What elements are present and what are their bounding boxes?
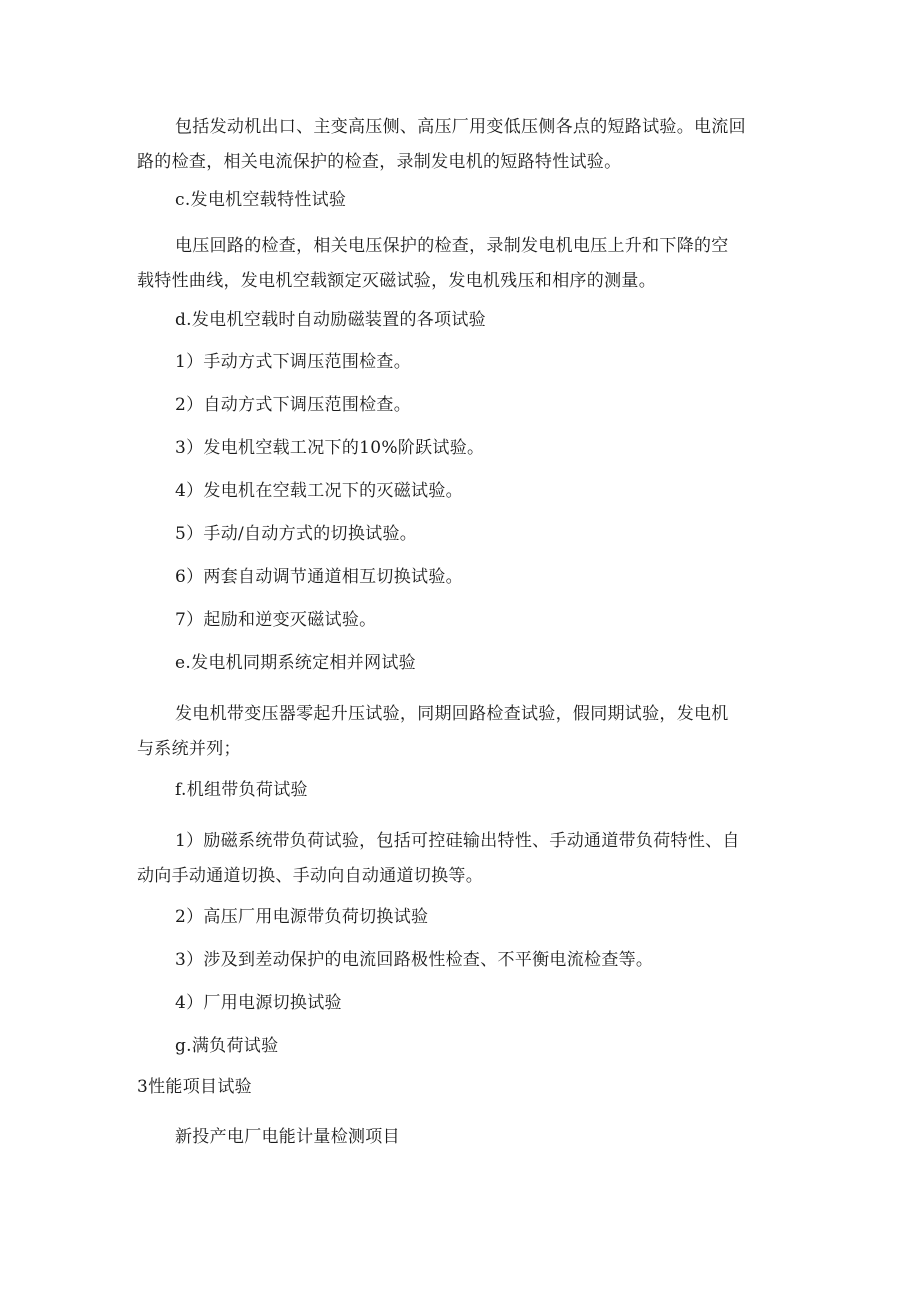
section-heading: 3性能项目试验 bbox=[137, 1077, 252, 1097]
list-item: 3）涉及到差动保护的电流回路极性检查、不平衡电流检查等。 bbox=[175, 950, 654, 970]
list-item: 1）励磁系统带负荷试验，包括可控硅输出特性、手动通道带负荷特性、自 bbox=[175, 831, 740, 851]
list-item: 2）高压厂用电源带负荷切换试验 bbox=[175, 907, 429, 927]
list-item: 3）发电机空载工况下的10%阶跃试验。 bbox=[175, 438, 485, 458]
text-line: 载特性曲线，发电机空载额定灭磁试验，发电机残压和相序的测量。 bbox=[137, 271, 656, 291]
list-item: 5）手动/自动方式的切换试验。 bbox=[175, 524, 418, 544]
text-line: 路的检查，相关电流保护的检查，录制发电机的短路特性试验。 bbox=[137, 152, 622, 172]
list-item: 7）起励和逆变灭磁试验。 bbox=[175, 610, 377, 630]
list-item: 6）两套自动调节通道相互切换试验。 bbox=[175, 567, 463, 587]
text-line: 动向手动通道切换、手动向自动通道切换等。 bbox=[137, 866, 483, 886]
heading-f: f.机组带负荷试验 bbox=[175, 780, 308, 800]
text-line: 新投产电厂电能计量检测项目 bbox=[175, 1127, 400, 1147]
list-item: 4）厂用电源切换试验 bbox=[175, 993, 342, 1013]
text-line: 与系统并列； bbox=[137, 739, 241, 759]
text-line: 发电机带变压器零起升压试验，同期回路检查试验，假同期试验，发电机 bbox=[175, 704, 729, 724]
heading-c: c.发电机空载特性试验 bbox=[175, 190, 347, 210]
heading-d: d.发电机空载时自动励磁装置的各项试验 bbox=[175, 310, 486, 330]
heading-e: e.发电机同期系统定相并网试验 bbox=[175, 653, 416, 673]
list-item: 2）自动方式下调压范围检查。 bbox=[175, 395, 412, 415]
text-line: 电压回路的检查，相关电压保护的检查，录制发电机电压上升和下降的空 bbox=[175, 236, 729, 256]
text-line: 包括发动机出口、主变高压侧、高压厂用变低压侧各点的短路试验。电流回 bbox=[175, 117, 746, 137]
list-item: 4）发电机在空载工况下的灭磁试验。 bbox=[175, 481, 463, 501]
heading-g: g.满负荷试验 bbox=[175, 1036, 279, 1056]
list-item: 1）手动方式下调压范围检查。 bbox=[175, 352, 412, 372]
